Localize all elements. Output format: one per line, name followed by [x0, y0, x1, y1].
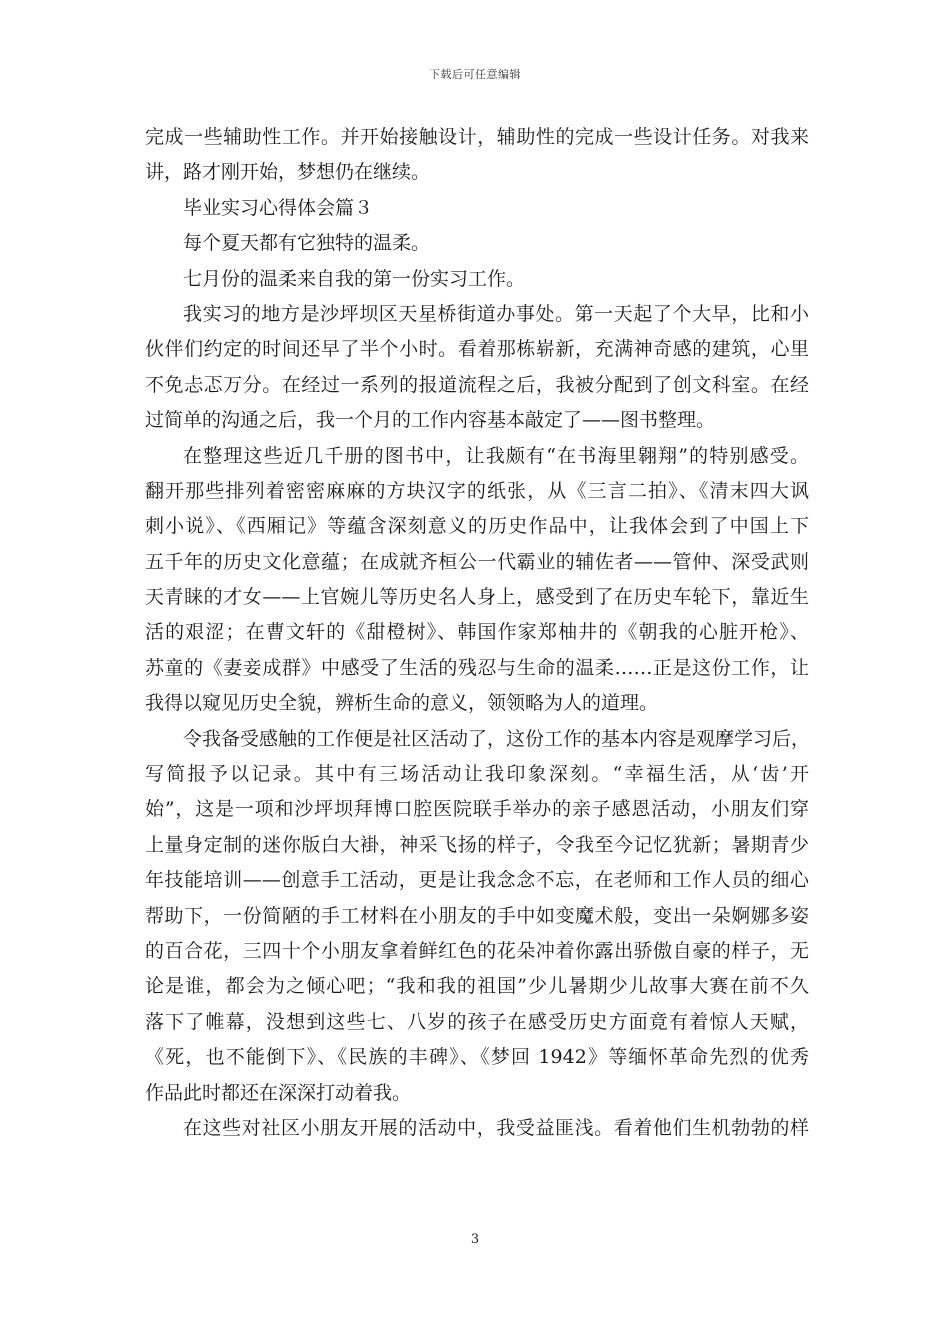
text-line: 刺小说》、《西厢记》等蕴含深刻意义的历史作品中，让我体会到了中国上下 — [145, 515, 809, 538]
text-line: 令我备受感触的工作便是社区活动了，这份工作的基本内容是观摩学习后， — [183, 727, 811, 750]
text-line: 在整理这些近几千册的图书中，让我颇有“在书海里翱翔”的特别感受。 — [183, 444, 809, 467]
text-line: 论是谁，都会为之倾心吧；“我和我的祖国”少儿暑期少儿故事大赛在前不久 — [145, 975, 809, 998]
text-line: 作品此时都还在深深打动着我。 — [145, 1081, 412, 1104]
text-line: 在这些对社区小朋友开展的活动中，我受益匪浅。看着他们生机勃勃的样 — [183, 1116, 809, 1139]
text-line: 每个夏天都有它独特的温柔。 — [183, 232, 431, 255]
text-line: 《死，也不能倒下》、《民族的丰碑》、《梦回 1942》等缅怀革命先烈的优秀 — [145, 1046, 809, 1069]
text-line: 帮助下，一份简陋的手工材料在小朋友的手中如变魔术般，变出一朵婀娜多姿 — [145, 904, 809, 927]
text-line: 讲，路才刚开始，梦想仍在继续。 — [145, 161, 431, 184]
text-line: 始”，这是一项和沙坪坝拜博口腔医院联手举办的亲子感恩活动，小朋友们穿 — [145, 798, 809, 821]
page-number: 3 — [470, 1232, 480, 1247]
text-line: 翻开那些排列着密密麻麻的方块汉字的纸张，从《三言二拍》、《清末四大讽 — [145, 479, 809, 502]
text-line: 的百合花，三四十个小朋友拿着鲜红色的花朵冲着你露出骄傲自豪的样子，无 — [145, 939, 809, 962]
text-line: 七月份的温柔来自我的第一份实习工作。 — [183, 267, 526, 290]
page-header: 下载后可任意编辑 — [429, 68, 521, 81]
text-line: 活的艰涩；在曹文轩的《甜橙树》、韩国作家郑柚井的《朝我的心脏开枪》、 — [145, 621, 809, 644]
text-line: 年技能培训——创意手工活动，更是让我念念不忘，在老师和工作人员的细心 — [145, 869, 809, 892]
text-line: 落下了帷幕，没想到这些七、八岁的孩子在感受历史方面竟有着惊人天赋， — [145, 1010, 809, 1033]
text-line: 苏童的《妻妾成群》中感受了生活的残忍与生命的温柔……正是这份工作，让 — [145, 656, 809, 679]
text-line: 我得以窥见历史全貌，辨析生命的意义，领领略为人的道理。 — [145, 692, 659, 715]
text-line: 我实习的地方是沙坪坝区天星桥街道办事处。第一天起了个大早，比和小 — [183, 302, 809, 325]
text-line: 毕业实习心得体会篇３ — [183, 196, 374, 219]
text-line: 过简单的沟通之后，我一个月的工作内容基本敲定了——图书整理。 — [145, 409, 716, 432]
text-line: 写简报予以记录。其中有三场活动让我印象深刻。“幸福生活，从‘齿’开 — [145, 763, 809, 786]
text-line: 天青睐的才女——上官婉儿等历史名人身上，感受到了在历史车轮下，靠近生 — [145, 586, 809, 609]
document-body — [145, 120, 809, 1146]
text-line: 不免忐忑万分。在经过一系列的报道流程之后，我被分配到了创文科室。在经 — [145, 373, 809, 396]
text-line: 完成一些辅助性工作。并开始接触设计，辅助性的完成一些设计任务。对我来 — [145, 126, 809, 148]
text-line: 五千年的历史文化意蕴；在成就齐桓公一代霸业的辅佐者——管仲、深受武则 — [145, 550, 809, 573]
text-line: 上量身定制的迷你版白大褂，神采飞扬的样子，令我至今记忆犹新；暑期青少 — [145, 833, 809, 856]
text-line: 伙伴们约定的时间还早了半个小时。看着那栋崭新，充满神奇感的建筑，心里 — [145, 338, 809, 361]
